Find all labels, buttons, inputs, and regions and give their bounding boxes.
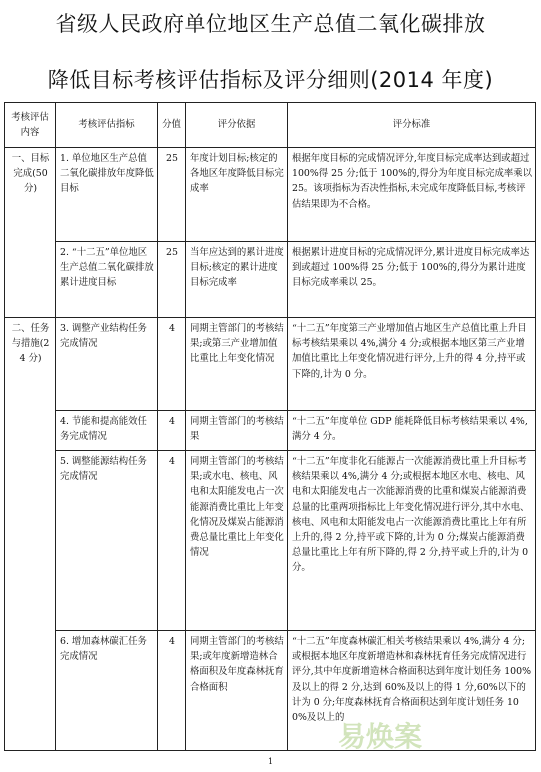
standard-cell: 根据累计进度目标的完成情况评分,累计进度目标完成率达到或超过 100%得 25 分;低于 100%的,得分为累计进度目标完成率乘以 25。 [288, 242, 536, 318]
watermark-text: 易焕案 [337, 720, 423, 753]
table-header-row [5, 103, 536, 148]
basis-cell: 当年应达到的累计进度目标;核定的累计进度目标完成率 [186, 242, 288, 318]
score-cell: 25 [158, 148, 186, 242]
indicator-cell: 2. “十二五”单位地区生产总值二氧化碳排放累计进度目标 [56, 242, 158, 318]
indicator-cell: 6. 增加森林碳汇任务完成情况 [56, 631, 158, 751]
score-cell: 25 [158, 242, 186, 318]
basis-cell: 同期主管部门的考核结果 [186, 411, 288, 451]
page-number: 1 [267, 757, 274, 766]
basis-cell: 年度计划目标;核定的各地区年度降低目标完成率 [186, 148, 288, 242]
page-title-line-2: 降低目标考核评估指标及评分细则(2014 年度) [47, 68, 494, 92]
header-score: 分值 [158, 103, 186, 148]
standard-cell: “十二五”年度第三产业增加值占地区生产总值比重上升目标考核结果乘以 4%,满分 4 分;或根据本地区第三产业增加值比重比上年变化情况进行评分,上升的得 4 分,持平或下降的,计为 0 分。 [288, 318, 536, 411]
table-row [5, 318, 536, 411]
score-cell: 4 [158, 411, 186, 451]
category-goal-completion: 一、目标完成(50 分) [5, 148, 56, 318]
indicator-cell: 1. 单位地区生产总值二氧化碳排放年度降低目标 [56, 148, 158, 242]
standard-cell: “十二五”年度森林碳汇相关考核结果乘以 4%,满分 4 分;或根据本地区年度新增造林和森林抚育任务完成情况进行评分,其中年度新增造林合格面积达到年度计划任务 100%及以上的得 2 分,达到 60%及以上的得 1 分,60%以下的计为 0 分;年度森林抚育合格面积达到年度计划任务 100%及以上的 [288, 631, 536, 751]
basis-cell: 同期主管部门的考核结果;或第三产业增加值比重比上年变化情况 [186, 318, 288, 411]
table-row [5, 451, 536, 631]
basis-cell: 同期主管部门的考核结果;或年度新增造林合格面积及年度森林抚育合格面积 [186, 631, 288, 751]
standard-cell: 根据年度目标的完成情况评分,年度目标完成率达到或超过 100%得 25 分;低于 100%的,得分为年度目标完成率乘以 25。该项指标为否决性指标,未完成年度降低目标,考核评估结果即为不合格。 [288, 148, 536, 242]
table-row [5, 242, 536, 318]
category-tasks-measures: 二、任务与措施(24 分) [5, 318, 56, 751]
standard-cell: “十二五”年度单位 GDP 能耗降低目标考核结果乘以 4%,满分 4 分。 [288, 411, 536, 451]
basis-cell: 同期主管部门的考核结果;或水电、核电、风电和太阳能发电占一次能源消费比重比上年变化情况及煤炭占能源消费总量比重比上年变化情况 [186, 451, 288, 631]
score-cell: 4 [158, 631, 186, 751]
score-cell: 4 [158, 451, 186, 631]
table-row [5, 631, 536, 751]
header-indicator: 考核评估指标 [56, 103, 158, 148]
header-category: 考核评估内容 [5, 103, 56, 148]
standard-cell: “十二五”年度非化石能源占一次能源消费比重上升目标考核结果乘以 4%,满分 4 分;或根据本地区水电、核电、风电和太阳能发电占一次能源消费的比重和煤炭占能源消费总量的比重两项指标比上年变化情况进行评分,其中水电、核电、风电和太阳能发电占一次能源消费比重比上年有所上升的,得 2 分,持平或下降的,计为 0 分;煤炭占能源消费总量比重比上年有所下降的,得 2 分,持平或上升的,计为 0 分。 [288, 451, 536, 631]
indicator-cell: 4. 节能和提高能效任务完成情况 [56, 411, 158, 451]
table-row [5, 411, 536, 451]
scoring-table [4, 102, 536, 751]
page-title-line-1: 省级人民政府单位地区生产总值二氧化碳排放 [55, 12, 486, 36]
indicator-cell: 3. 调整产业结构任务完成情况 [56, 318, 158, 411]
table-row [5, 148, 536, 242]
header-standard: 评分标准 [288, 103, 536, 148]
score-cell: 4 [158, 318, 186, 411]
indicator-cell: 5. 调整能源结构任务完成情况 [56, 451, 158, 631]
header-basis: 评分依据 [186, 103, 288, 148]
